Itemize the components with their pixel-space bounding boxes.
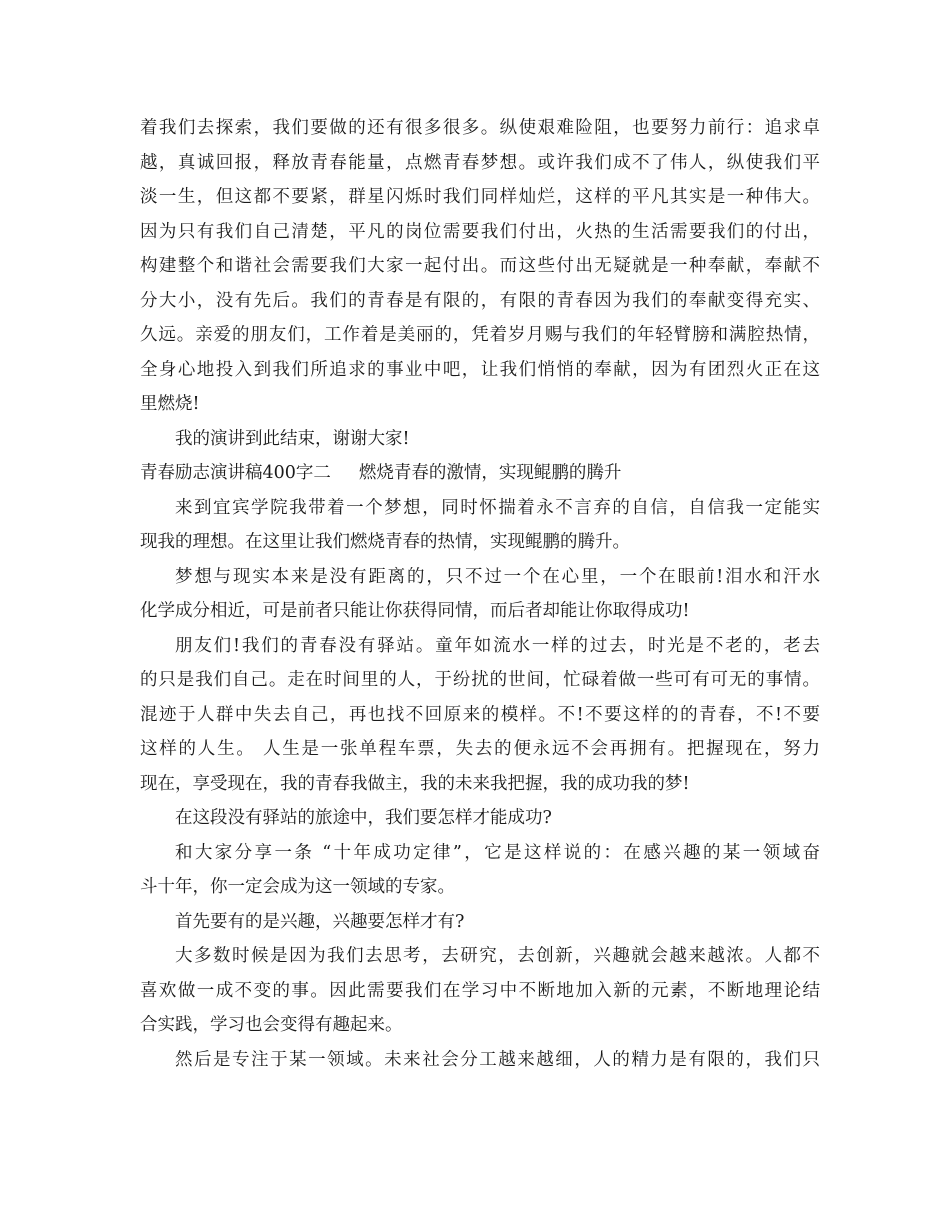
text-line: 梦想与现实本来是没有距离的，只不过一个在心里，一个在眼前!泪水和汗水: [175, 566, 820, 587]
text-line: 构建整个和谐社会需要我们大家一起付出。而这些付出无疑就是一种奉献，奉献不: [140, 256, 820, 276]
text-line: 合实践，学习也会变得有趣起来。: [140, 1015, 403, 1035]
document-body: [140, 111, 820, 1077]
text-line: 我的演讲到此结束，谢谢大家!: [175, 428, 410, 449]
text-line: 大多数时候是因为我们去思考，去研究，去创新，兴趣就会越来越浓。人都不: [175, 946, 820, 966]
text-line: 首先要有的是兴趣，兴趣要怎样才有?: [175, 911, 465, 932]
heading-subtitle: 燃烧青春的激情，实现鲲鹏的腾升: [358, 463, 622, 483]
text-line: 久远。亲爱的朋友们，工作着是美丽的，凭着岁月赐与我们的年轻臂膀和满腔热情，: [140, 325, 820, 345]
text-line: 斗十年，你一定会成为这一领域的专家。: [140, 877, 455, 897]
text-line: 淡一生，但这都不要紧，群星闪烁时我们同样灿烂，这样的平凡其实是一种伟大。: [140, 187, 820, 207]
text-line: 全身心地投入到我们所追求的事业中吧，让我们悄悄的奉献，因为有团烈火正在这: [140, 359, 820, 380]
text-line: 喜欢做一成不变的事。因此需要我们在学习中不断地加入新的元素，不断地理论结: [140, 980, 820, 1001]
text-line: 和大家分享一条 “十年成功定律”，它是这样说的：在感兴趣的某一领域奋: [175, 842, 820, 863]
heading-title: 青春励志演讲稿400字二: [140, 463, 331, 483]
text-line: 的只是我们自己。走在时间里的人，于纷扰的世间，忙碌着做一些可有可无的事情。: [140, 670, 820, 690]
text-line: 里燃烧!: [140, 394, 200, 414]
section-heading: [140, 456, 820, 491]
text-line: 混迹于人群中失去自己，再也找不回原来的模样。不!不要这样的的青春，不!不要: [140, 704, 820, 725]
text-line: 来到宜宾学院我带着一个梦想，同时怀揣着永不言弃的自信，自信我一定能实: [175, 497, 820, 518]
text-line: 现我的理想。在这里让我们燃烧青春的热情，实现鲲鹏的腾升。: [140, 532, 630, 552]
text-line: 着我们去探索，我们要做的还有很多很多。纵使艰难险阻，也要努力前行：追求卓: [140, 118, 820, 138]
text-line: 在这段没有驿站的旅途中，我们要怎样才能成功?: [175, 808, 552, 828]
text-line: 分大小，没有先后。我们的青春是有限的，有限的青春因为我们的奉献变得充实、: [140, 290, 820, 311]
text-line: 这样的人生。 人生是一张单程车票，失去的便永远不会再拥有。把握现在，努力: [140, 739, 820, 759]
text-line: 然后是专注于某一领域。未来社会分工越来越细，人的精力是有限的，我们只: [175, 1049, 820, 1070]
text-line: 越，真诚回报，释放青春能量，点燃青春梦想。或许我们成不了伟人，纵使我们平: [140, 152, 820, 173]
text-line: 因为只有我们自己清楚，平凡的岗位需要我们付出，火热的生活需要我们的付出，: [140, 221, 820, 242]
text-line: 朋友们!我们的青春没有驿站。童年如流水一样的过去，时光是不老的，老去: [175, 635, 820, 656]
text-line: 现在，享受现在，我的青春我做主，我的未来我把握，我的成功我的梦!: [140, 773, 690, 794]
text-line: 化学成分相近，可是前者只能让你获得同情，而后者却能让你取得成功!: [140, 601, 690, 621]
